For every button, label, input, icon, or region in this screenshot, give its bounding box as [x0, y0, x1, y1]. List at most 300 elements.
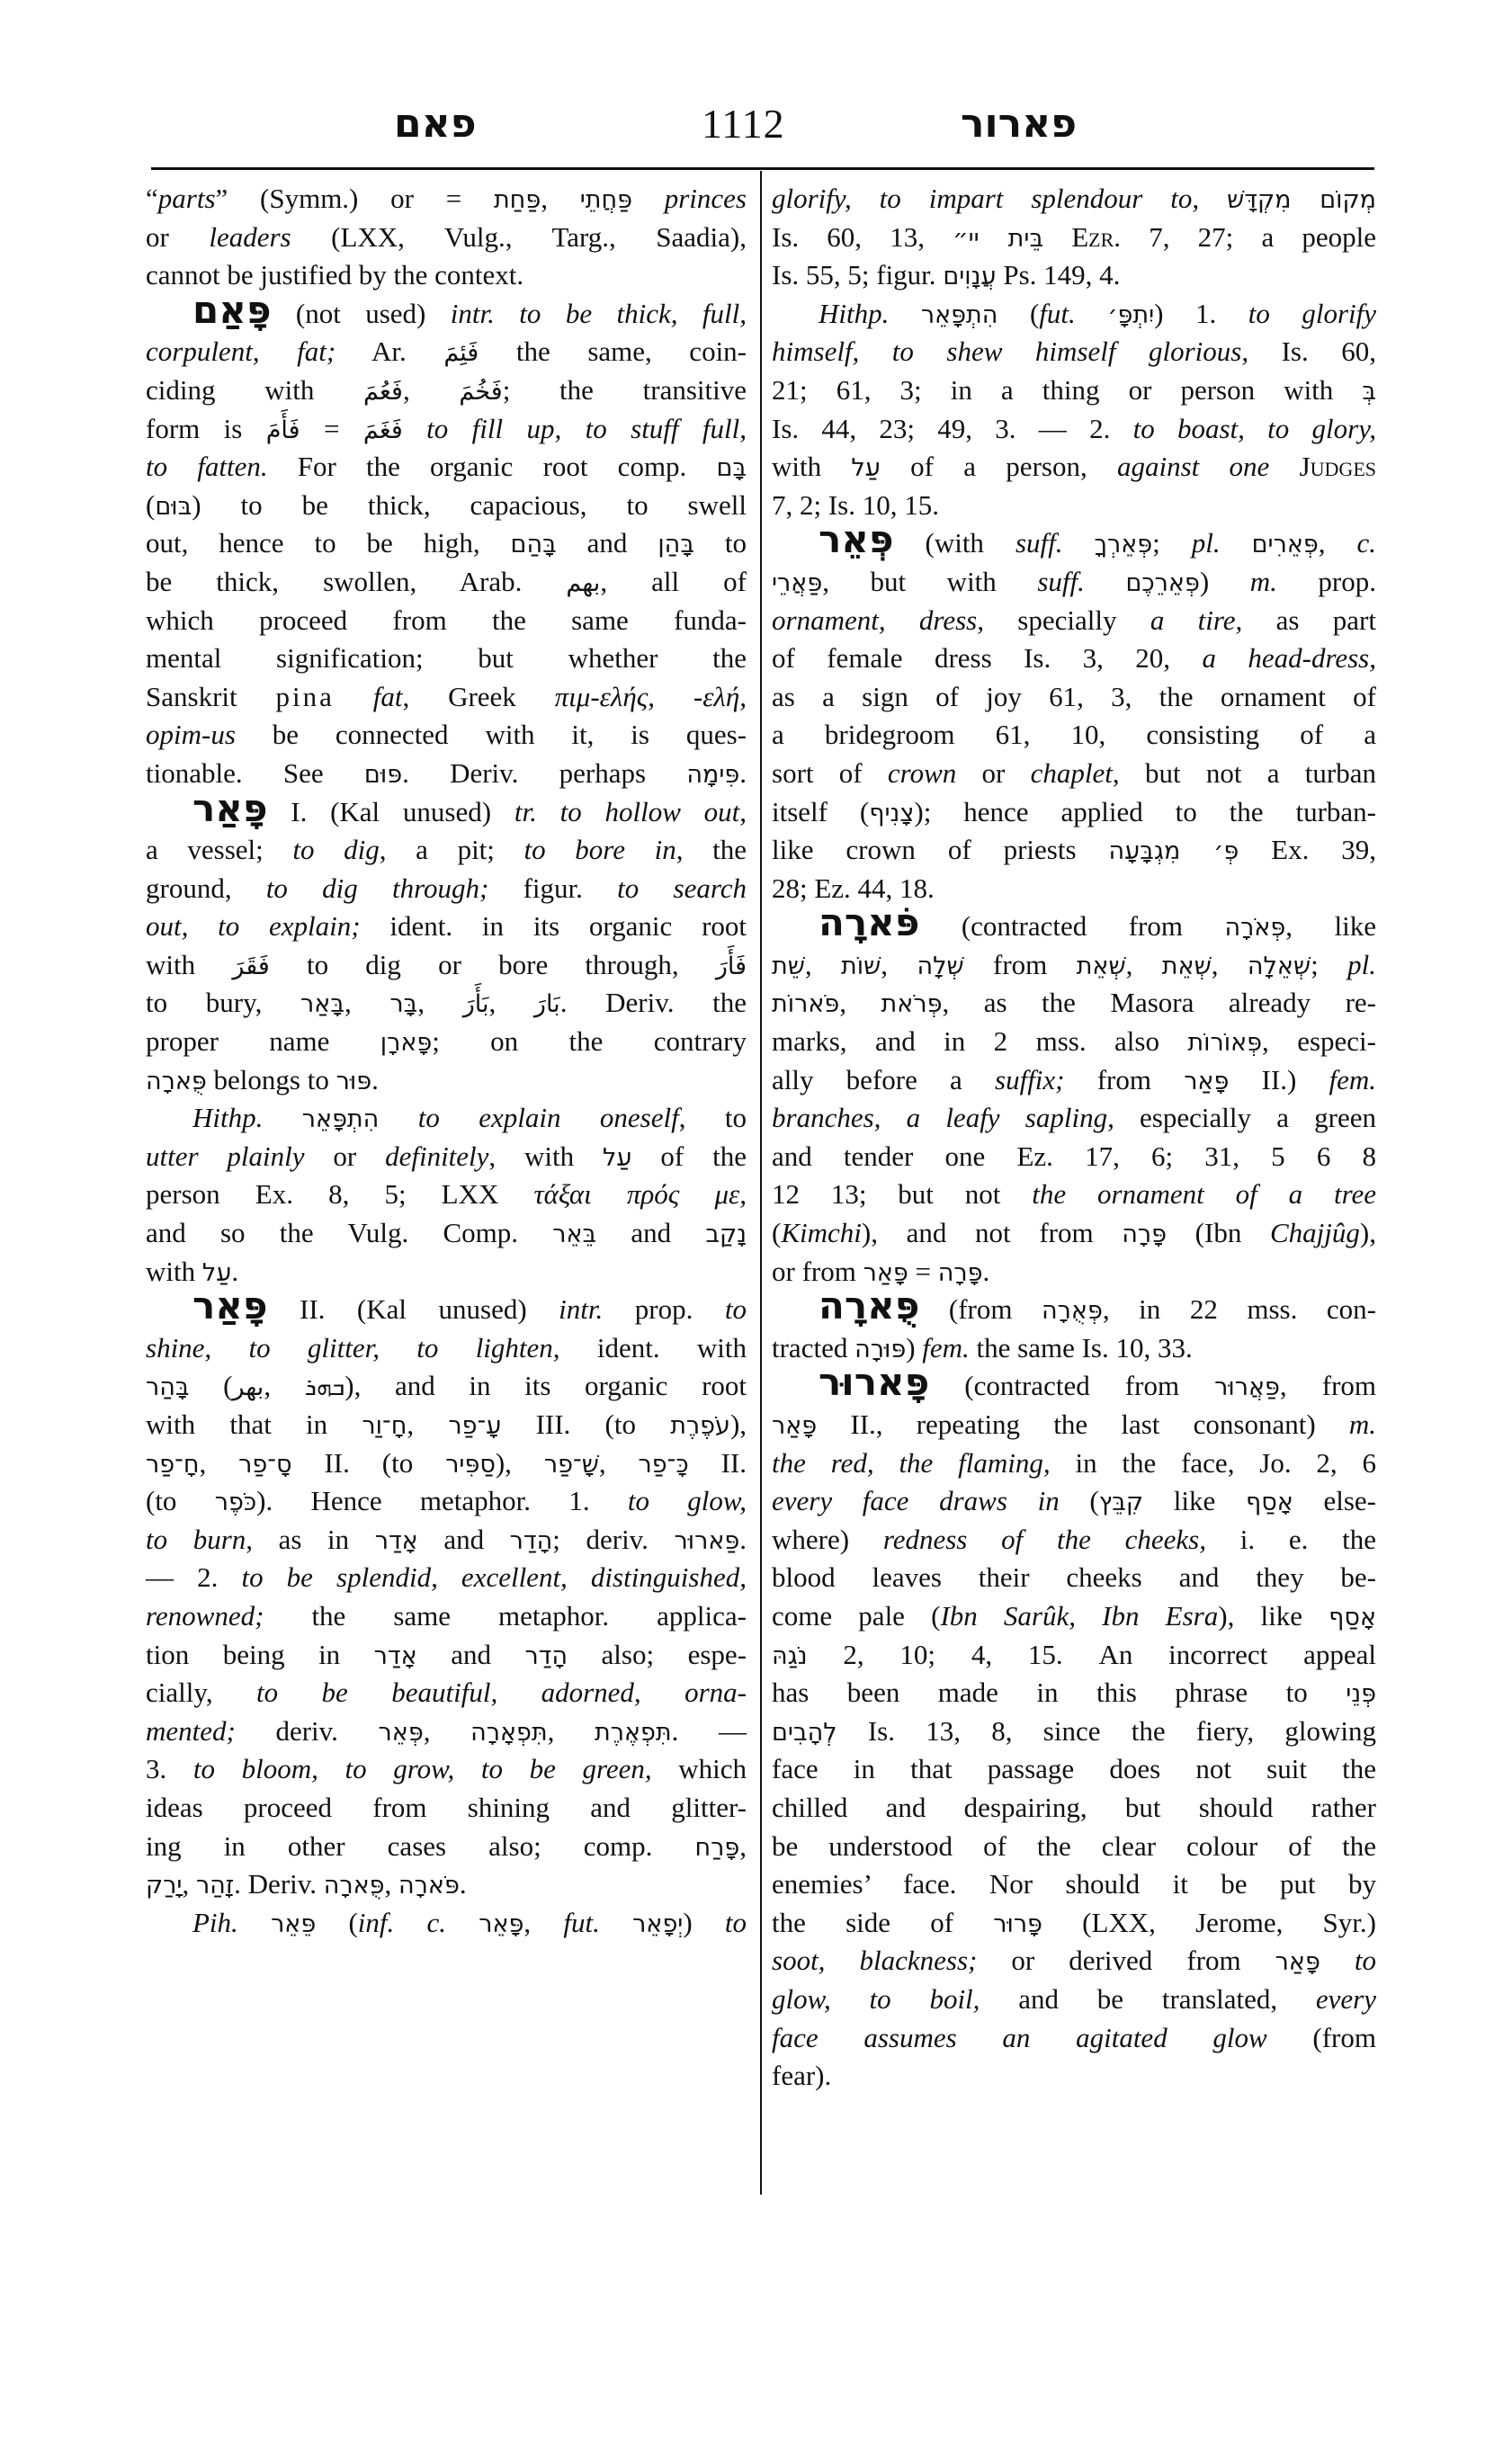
text-run: (from — [919, 1293, 1042, 1326]
text-line — [772, 716, 1376, 755]
text-run: tion being in — [146, 1638, 374, 1670]
italic-text: mented; — [146, 1714, 236, 1747]
italic-text: the red, the flaming, — [772, 1446, 1051, 1479]
italic-text: redness of the cheeks, — [882, 1523, 1206, 1555]
hebrew-word: חָ־פַר — [146, 1450, 200, 1479]
hebrew-word: פּוּם — [363, 760, 403, 789]
text-line — [772, 639, 1376, 678]
text-run: . Deriv. the — [559, 987, 747, 1019]
italic-text: leaders — [209, 220, 291, 253]
text-line — [772, 448, 1376, 487]
text-run: the same metaphor. applica- — [264, 1599, 747, 1632]
hebrew-word: פֹּארוֹת — [772, 990, 840, 1019]
hebrew-word: פָּאַר — [1184, 1067, 1230, 1095]
hebrew-word: אָדַר — [374, 1526, 418, 1555]
italic-text: glow, to boil, — [772, 1982, 980, 2015]
italic-text: to be splendid, excellent, distinguished, — [241, 1561, 747, 1594]
text-line — [772, 1099, 1376, 1138]
text-run: out, hence to be high, — [146, 527, 511, 559]
text-run: ) — [1199, 565, 1250, 597]
text-run: come pale ( — [772, 1599, 941, 1632]
text-run: I. (Kal unused) — [267, 795, 514, 827]
text-run: or derived from — [977, 1945, 1275, 1977]
italic-text: shine, to glitter, to lighten, — [146, 1331, 560, 1364]
text-run: — 2. — [146, 1561, 242, 1594]
text-run: . — [739, 756, 747, 789]
text-run: (LXX, Jerome, Syr.) — [1042, 1906, 1376, 1938]
hebrew-word: פַּחֲתֵי — [579, 186, 632, 214]
text-line — [772, 1482, 1376, 1521]
text-line — [146, 1828, 747, 1866]
text-run: . — [459, 1868, 467, 1900]
text-run: (with — [893, 527, 1015, 559]
text-run — [1269, 451, 1299, 482]
hebrew-word: סָ־פַר — [238, 1450, 292, 1479]
text-line — [146, 831, 747, 870]
hebrew-word: מְקוֹם מִקְדָּשׁ — [1227, 186, 1377, 214]
text-run: or — [956, 756, 1031, 789]
text-line — [146, 1214, 747, 1253]
hebrew-word: פְּאֵר — [378, 1718, 424, 1747]
text-line — [146, 563, 747, 602]
text-run: proper name — [146, 1025, 380, 1058]
hebrew-word: פְּ׳ מִגְבָּעָה — [1108, 837, 1239, 866]
text-run: ( — [316, 1906, 358, 1938]
text-run: “ — [146, 183, 158, 214]
text-run — [403, 413, 426, 444]
text-run: ), and not from — [861, 1217, 1123, 1249]
text-line — [146, 1597, 747, 1636]
text-run: sort of — [772, 756, 888, 789]
arabic-word: فَعُمَ — [363, 377, 403, 406]
hebrew-word: שֵׁת — [772, 952, 805, 980]
text-run: . — [231, 1255, 239, 1287]
text-run: , in 22 mss. con- — [1102, 1293, 1376, 1326]
italic-text: suff. — [1037, 565, 1085, 597]
hebrew-word: עַל — [201, 1258, 232, 1287]
text-run: the side of — [772, 1906, 994, 1938]
arabic-word: بهر — [232, 1373, 264, 1402]
entry-headword: פֹּארָה — [819, 900, 920, 945]
text-run: = — [908, 1255, 938, 1287]
text-run: ciding with — [146, 373, 364, 406]
text-line — [772, 2019, 1376, 2058]
text-run: form is — [146, 412, 266, 444]
text-run: has been made in this phrase to — [772, 1677, 1346, 1709]
italic-text: every — [1315, 1982, 1376, 2015]
text-run: belongs to — [206, 1063, 336, 1095]
text-line — [146, 1406, 747, 1444]
text-line — [146, 524, 747, 563]
italic-text: fem. — [1329, 1063, 1376, 1095]
text-run: chilled and despairing, but should rather — [772, 1791, 1376, 1823]
hebrew-word: יְפָאֵר — [632, 1909, 684, 1938]
italic-text: fat — [372, 680, 403, 712]
hebrew-word: שׁוֹת — [841, 952, 881, 980]
text-line — [772, 295, 1376, 334]
text-run: ) — [683, 1906, 725, 1938]
text-line — [146, 1521, 747, 1560]
italic-text: a head-dress, — [1202, 642, 1376, 675]
text-run: a bridegroom 61, 10, consisting of a — [772, 719, 1376, 751]
text-run: or from — [772, 1255, 863, 1287]
text-run: Ar. — [336, 335, 444, 368]
text-run — [1043, 221, 1071, 253]
italic-text: chaplet — [1030, 756, 1113, 789]
text-line — [772, 1865, 1376, 1904]
italic-text: princes — [664, 183, 747, 214]
hebrew-word: פַּאֲרוּר — [1214, 1373, 1280, 1402]
text-line — [146, 1559, 747, 1597]
hebrew-word: נֹגַהּ — [772, 1641, 808, 1670]
italic-text: against one — [1116, 451, 1270, 483]
text-run: , — [384, 1868, 399, 1900]
text-run: the same Is. 10, 33. — [969, 1331, 1193, 1364]
text-line — [772, 1597, 1376, 1636]
text-line — [146, 946, 747, 985]
text-run — [600, 1907, 632, 1938]
text-run: ; the transitive — [502, 373, 747, 406]
italic-text: fut. — [563, 1906, 600, 1938]
text-line — [772, 900, 1376, 946]
text-run: , — [423, 1714, 471, 1747]
italic-text: c. — [1356, 527, 1377, 559]
text-run: tracted — [772, 1331, 855, 1364]
hebrew-word: תִּפְאֶרֶת — [594, 1718, 672, 1747]
hebrew-word: שָׁ־פַר — [543, 1450, 599, 1479]
hebrew-word: בּוּם — [155, 492, 192, 521]
italic-text: to fatten. — [146, 451, 268, 483]
italic-text: soot, blackness; — [772, 1945, 978, 1977]
text-run: , — [344, 987, 390, 1019]
hebrew-word: פְּאֻרָה — [1042, 1297, 1103, 1326]
hebrew-word: פַּחַת — [493, 186, 541, 214]
text-run — [1320, 1945, 1355, 1976]
text-run: and — [596, 1217, 706, 1249]
italic-text: pl. — [1347, 948, 1376, 980]
hebrew-word: פֻּארָה — [146, 1067, 207, 1095]
text-line — [772, 180, 1376, 219]
text-run: Is. 13, 8, since the fiery, glowing — [837, 1714, 1376, 1747]
text-run: , — [264, 1370, 305, 1402]
hebrew-word: בָּם — [716, 454, 747, 483]
text-run: 7, 2; Is. 10, 15. — [772, 488, 939, 521]
hebrew-word: פָּאֵר — [479, 1909, 524, 1938]
text-run: and — [416, 1638, 525, 1670]
entry-headword: פָּארוּר — [819, 1360, 930, 1405]
hebrew-word: כֹּפֶר — [214, 1489, 257, 1517]
hebrew-word: צָנִיף — [869, 799, 915, 827]
text-line — [146, 1367, 747, 1406]
text-line — [146, 1750, 747, 1789]
text-run — [889, 298, 921, 329]
hebrew-word: פָּרוּר — [993, 1909, 1042, 1938]
text-run: itself ( — [772, 795, 870, 827]
hebrew-word: קִבֵּץ — [1098, 1489, 1144, 1517]
text-run: , Greek — [402, 680, 555, 712]
text-run: ; — [1152, 527, 1192, 559]
italic-text: face assumes an agitated glow — [772, 2021, 1267, 2053]
book-abbrev: Ezr. — [1071, 220, 1122, 253]
hebrew-word: עַל — [603, 1143, 632, 1172]
italic-text: the ornament of a tree — [1032, 1178, 1377, 1211]
hebrew-word: חָ־וַר — [362, 1412, 407, 1440]
text-line — [772, 1981, 1376, 2019]
text-run: to — [693, 527, 747, 559]
text-line — [146, 180, 747, 219]
text-line — [146, 678, 747, 717]
text-run: (Ibn — [1167, 1217, 1270, 1249]
hebrew-word: יָרַק — [146, 1872, 183, 1900]
text-run: , all of — [600, 565, 747, 597]
hebrew-word: בֵּית יי״ — [953, 224, 1044, 253]
text-run: , — [881, 948, 917, 980]
text-run: deriv. — [235, 1714, 379, 1747]
text-run: , but with — [822, 565, 1038, 597]
text-run: II. (Kal unused) — [267, 1293, 559, 1326]
text-line — [146, 908, 747, 946]
text-run: ident. in its organic root — [360, 910, 747, 943]
hebrew-word: פְּאֹרָה — [1224, 914, 1286, 943]
text-line — [772, 602, 1376, 640]
hebrew-word: הָדַר — [524, 1641, 568, 1670]
text-run: ( — [998, 297, 1040, 329]
text-line — [146, 1904, 747, 1943]
italic-text: branches, a leafy sapling, — [772, 1102, 1114, 1134]
text-run: 3. — [146, 1753, 193, 1785]
italic-text: to boast, to glory, — [1132, 412, 1376, 444]
text-run: fear). — [772, 2060, 832, 2092]
text-line — [772, 1138, 1376, 1176]
text-run: , like — [1285, 910, 1376, 943]
text-run: 12 13; but not — [772, 1178, 1033, 1211]
text-run: . Deriv. perhaps — [402, 756, 687, 789]
text-run: , especi- — [1262, 1025, 1376, 1058]
italic-text: glorify, to impart splendour to, — [772, 183, 1200, 214]
text-run: 2, 10; 4, 15. An incorrect appeal — [807, 1638, 1376, 1670]
hebrew-word: לְהָבִים — [772, 1718, 837, 1747]
text-line — [146, 870, 747, 908]
text-line — [146, 639, 747, 678]
text-run: to dig or bore through, — [269, 948, 716, 980]
hebrew-word: פְּנֵי — [1346, 1680, 1376, 1709]
hebrew-word: שְׁלָה — [917, 952, 964, 980]
italic-text: Hithp. — [819, 297, 890, 329]
text-run: enemies’ face. Nor should it be put by — [772, 1868, 1376, 1900]
text-run: , — [417, 987, 463, 1019]
text-line — [146, 448, 747, 487]
hebrew-word: פָּאַר — [1275, 1948, 1320, 1977]
text-line — [772, 1023, 1376, 1061]
text-line — [146, 487, 747, 525]
arabic-word: فَقَرَ — [232, 952, 270, 980]
text-line — [772, 1636, 1376, 1675]
text-line — [146, 219, 747, 257]
book-abbrev: Judges — [1299, 451, 1376, 483]
text-run: also; espe- — [568, 1638, 747, 1670]
right-column — [772, 180, 1376, 2096]
text-run: tionable. See — [146, 756, 364, 789]
text-line — [772, 219, 1376, 257]
text-run — [1062, 527, 1094, 559]
hebrew-word: פְּאוֹרוֹת — [1187, 1029, 1263, 1058]
text-run: III. (to — [501, 1408, 671, 1440]
hebrew-word: תִּפְאָרָה — [470, 1718, 548, 1747]
italic-text: m. — [1249, 565, 1277, 597]
text-run: , from — [1279, 1370, 1377, 1402]
text-run: , — [839, 987, 881, 1019]
hebrew-word: נָקַב — [705, 1221, 747, 1249]
text-line — [146, 1482, 747, 1521]
text-line — [146, 1283, 747, 1329]
italic-text: Kimchi — [781, 1217, 862, 1249]
italic-text: to explain oneself — [417, 1102, 679, 1134]
hebrew-word: פָּרָה — [1122, 1221, 1168, 1249]
italic-text: out, to explain; — [146, 910, 361, 943]
hebrew-word: בָּר — [389, 990, 418, 1019]
text-line — [772, 1360, 1377, 1406]
text-run: with — [146, 1255, 202, 1287]
text-run: ing in other cases also; comp. — [146, 1829, 695, 1862]
italic-text: parts — [157, 183, 216, 214]
arabic-word: فَأَمَ — [265, 416, 300, 444]
text-run: , — [1318, 527, 1357, 559]
hebrew-word: עָ־פַר — [448, 1412, 502, 1440]
hebrew-word: בָּהַן — [658, 531, 694, 559]
text-line — [146, 333, 747, 371]
text-line — [772, 984, 1376, 1023]
text-run: , — [488, 987, 534, 1019]
hebrew-word: עֹפֶרֶת — [670, 1412, 730, 1440]
italic-text: to bore in — [523, 834, 676, 866]
text-line — [772, 1828, 1376, 1866]
hebrew-word: פָּאַר — [863, 1258, 908, 1287]
text-run: Is. 60, 13, — [772, 220, 953, 253]
text-run — [632, 183, 665, 214]
italic-text: Chajjûg — [1270, 1217, 1360, 1249]
italic-text: Ibn Sarûk, Ibn Esra — [940, 1599, 1219, 1632]
hebrew-word: יִתְפָּ׳ — [1107, 300, 1155, 329]
entry-headword: פָּאַר — [192, 1283, 268, 1328]
text-run: cannot be justified by the context. — [146, 259, 524, 291]
text-line — [772, 1444, 1376, 1483]
text-run: blood leaves their cheeks and they be- — [772, 1561, 1376, 1594]
text-line — [146, 1789, 747, 1828]
text-run: 21; 61, 3; in a thing or person with — [772, 373, 1363, 406]
text-run: ideas proceed from shining and glitter- — [146, 1791, 747, 1823]
entry-headword: פְּאֵר — [819, 517, 894, 562]
hebrew-word: פֹּארָה — [398, 1872, 460, 1900]
text-line — [772, 678, 1376, 717]
italic-text: definitely — [385, 1140, 489, 1172]
italic-text: pl. — [1191, 527, 1221, 559]
text-run: marks, and in 2 mss. also — [772, 1025, 1188, 1058]
hebrew-word: פּוּר — [336, 1067, 372, 1095]
page-number: 1112 — [702, 101, 785, 147]
hebrew-word: הָדַר — [509, 1526, 553, 1555]
text-run: II. (to — [291, 1446, 446, 1479]
text-run: ( — [146, 488, 156, 521]
italic-text: suffix; — [995, 1063, 1065, 1095]
text-run: and be translated, — [980, 1982, 1316, 2015]
text-run: Is. 44, 23; 49, 3. — 2. — [772, 412, 1133, 444]
text-run: ) to be thick, capacious, to swell — [192, 488, 747, 521]
text-run: ) 1. — [1154, 297, 1248, 329]
hebrew-word: בָּהַר — [146, 1373, 190, 1402]
text-run: face in that passage does not suit the — [772, 1753, 1376, 1785]
hebrew-word: בְּ — [1362, 377, 1376, 406]
italic-text: intr. to be thick, full, — [450, 297, 747, 329]
text-run: like — [1143, 1485, 1246, 1517]
text-run: Is. 60, — [1248, 335, 1376, 368]
text-run: , — [199, 1446, 239, 1479]
hebrew-word: זָהַר — [195, 1872, 235, 1900]
italic-text: to glorify — [1248, 297, 1377, 329]
entry-headword: פָּאַר — [192, 785, 268, 830]
arabic-word: فَخُمَ — [459, 377, 503, 406]
text-run: ), — [729, 1408, 747, 1440]
text-run: Ex. 39, — [1239, 834, 1377, 866]
text-run: , — [739, 1829, 747, 1862]
italic-text: to — [724, 1293, 747, 1326]
text-line — [146, 371, 747, 410]
text-run: (contracted from — [929, 1370, 1215, 1402]
text-run: ), — [1359, 1217, 1376, 1249]
text-run: (from — [1266, 2021, 1376, 2053]
text-run: like crown of priests — [772, 834, 1109, 866]
italic-text: intr. — [559, 1293, 604, 1326]
italic-text: Pih. — [192, 1906, 238, 1938]
text-line — [146, 1674, 747, 1712]
text-run: (contracted from — [919, 910, 1225, 943]
italic-text: to burn, — [146, 1523, 254, 1555]
arabic-word: بَارَ — [533, 990, 560, 1019]
text-line — [146, 410, 747, 449]
hebrew-word: פְּאֵרְךָ — [1094, 531, 1153, 559]
italic-text: to glow, — [627, 1485, 747, 1517]
arabic-word: بَأَرَ — [462, 990, 489, 1019]
text-line — [772, 1406, 1376, 1444]
text-run — [1085, 566, 1126, 597]
text-run: of a person, — [880, 451, 1117, 483]
hebrew-word: פִּימָה — [686, 760, 740, 789]
text-run: (LXX, Vulg., Targ., Saadia), — [291, 220, 747, 253]
text-run: II. — [688, 1446, 747, 1479]
text-run: , with — [488, 1140, 604, 1172]
text-line — [772, 333, 1376, 371]
text-run: . — [982, 1255, 990, 1287]
text-run: (not used) — [271, 297, 451, 329]
hebrew-word: אָדַר — [373, 1641, 417, 1670]
text-run: i. e. the — [1205, 1523, 1376, 1555]
text-line — [772, 1214, 1376, 1253]
text-run: ; deriv. — [552, 1523, 675, 1555]
text-run: of female dress Is. 3, 20, — [772, 642, 1203, 675]
header-right-catchword: פארור — [961, 101, 1078, 147]
hebrew-word: פָּרַח — [694, 1833, 740, 1862]
text-run: as a sign of joy 61, 3, the ornament of — [772, 680, 1376, 712]
text-run: ( — [189, 1370, 233, 1402]
text-run: which — [651, 1753, 747, 1785]
text-run: of the — [631, 1140, 747, 1172]
text-line — [772, 1176, 1376, 1214]
text-run: ident. with — [559, 1331, 747, 1364]
text-run: 7, 27; a people — [1121, 220, 1377, 253]
text-line — [146, 602, 747, 640]
text-line — [772, 563, 1376, 602]
text-run: and tender one Ez. 17, 6; 31, 5 6 8 — [772, 1140, 1376, 1172]
text-line — [146, 1712, 747, 1751]
